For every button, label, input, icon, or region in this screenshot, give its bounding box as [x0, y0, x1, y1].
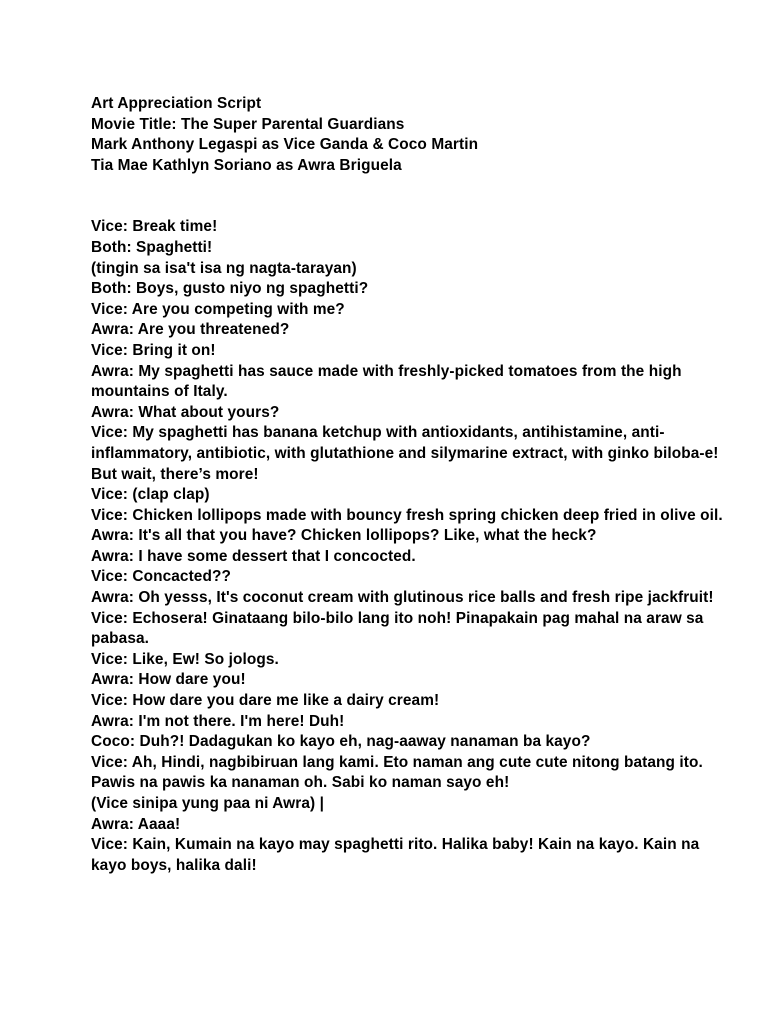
dialogue-line: Both: Boys, gusto niyo ng spaghetti?: [91, 280, 369, 298]
dialogue-line: Vice: How dare you dare me like a dairy cream!: [91, 692, 440, 710]
dialogue-line: Awra: I'm not there. I'm here! Duh!: [91, 712, 345, 730]
document-title: Art Appreciation Script: [91, 95, 262, 112]
dialogue-line: Awra: It's all that you have? Chicken lollipops? Like, what the heck?: [91, 527, 597, 545]
dialogue-line: Vice: Like, Ew! So jologs.: [91, 650, 279, 668]
stage-direction: (Vice sinipa yung paa ni Awra) |: [91, 795, 325, 812]
dialogue-line: Vice: Break time!: [91, 218, 218, 236]
dialogue-line: Vice: Chicken lollipops made with bouncy fresh spring chicken deep fried in olive oil.: [91, 506, 723, 524]
stage-direction: (tingin sa isa't isa ng nagta-tarayan): [91, 259, 357, 277]
dialogue-line: Awra: How dare you!: [91, 671, 246, 689]
dialogue-line: Both: Spaghetti!: [91, 238, 213, 256]
cast-line: Mark Anthony Legaspi as Vice Ganda & Coco Martin: [91, 136, 479, 154]
script-header: [91, 94, 731, 176]
dialogue-line: Vice: Concacted??: [91, 568, 231, 586]
cast-line: Tia Mae Kathlyn Soriano as Awra Briguela: [91, 156, 402, 174]
dialogue-line: Awra: I have some dessert that I concocted.: [91, 547, 416, 565]
movie-title: Movie Title: The Super Parental Guardians: [91, 115, 405, 133]
dialogue-body: [91, 217, 731, 876]
dialogue-line: Vice: Are you competing with me?: [91, 300, 345, 318]
section-spacer: [91, 176, 731, 217]
dialogue-line: Awra: My spaghetti has sauce made with freshly-picked tomatoes from the high mountains of Italy.: [91, 362, 682, 401]
script-page: [91, 94, 731, 876]
dialogue-line: Vice: Ah, Hindi, nagbibiruan lang kami. Eto naman ang cute cute nitong batang ito. Pawis na pawis ka nanaman oh. Sabi ko naman sayo eh!: [91, 753, 703, 792]
dialogue-line: Awra: What about yours?: [91, 403, 280, 421]
dialogue-line: Vice: Bring it on!: [91, 341, 216, 359]
dialogue-line: Awra: Are you threatened?: [91, 321, 290, 339]
dialogue-line: Awra: Oh yesss, It's coconut cream with glutinous rice balls and fresh ripe jackfruit!: [91, 589, 714, 607]
dialogue-line: Awra: Aaaa!: [91, 815, 181, 833]
dialogue-line: Vice: (clap clap): [91, 486, 210, 504]
dialogue-line: Coco: Duh?! Dadagukan ko kayo eh, nag-aaway nanaman ba kayo?: [91, 733, 591, 751]
dialogue-line: Vice: My spaghetti has banana ketchup with antioxidants, antihistamine, anti-inflammatory, antibiotic, with glutathione and silymarine extract, with ginko biloba-e! But wait, there’s more!: [91, 424, 719, 483]
dialogue-line: Vice: Echosera! Ginataang bilo-bilo lang ito noh! Pinapakain pag mahal na araw sa pabasa.: [91, 609, 704, 648]
dialogue-line: Vice: Kain, Kumain na kayo may spaghetti rito. Halika baby! Kain na kayo. Kain na kayo boys, halika dali!: [91, 836, 700, 874]
